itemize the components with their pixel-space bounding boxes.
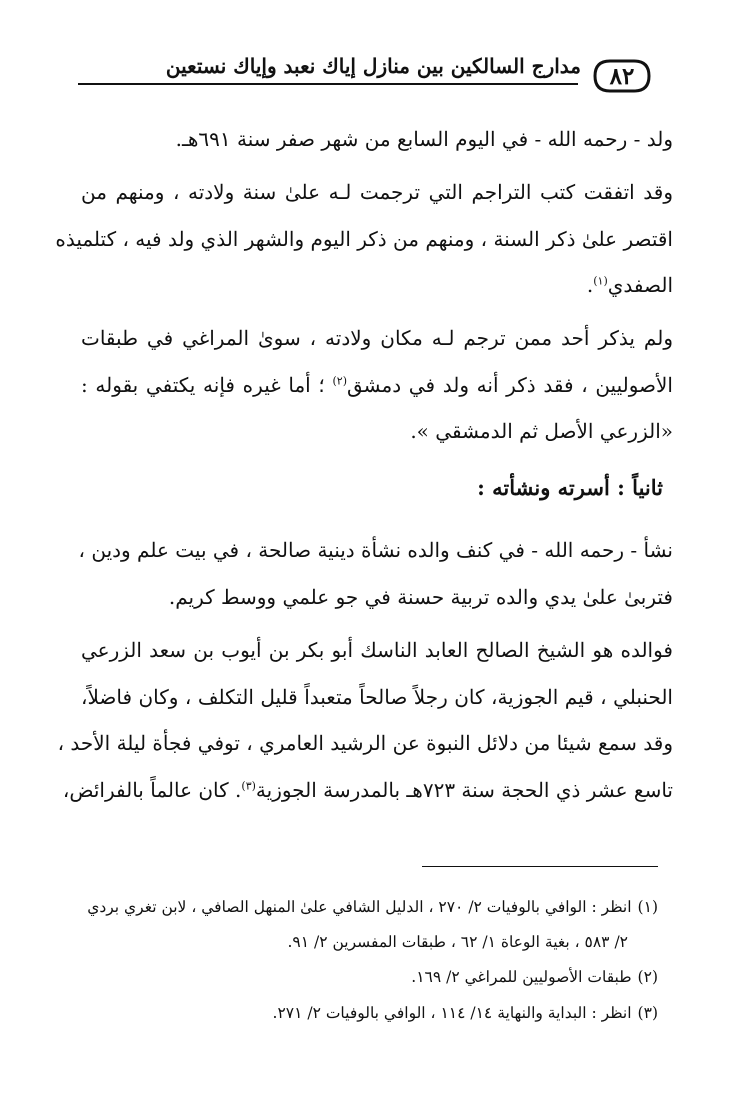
footnote-ref-1: (١) <box>593 274 608 288</box>
text-line: وقد سمع شيئا من دلائل النبوة عن الرشيد العامري ، توفي فجأة ليلة الأحد ، <box>57 731 673 755</box>
text-run: الصفدي <box>607 273 673 297</box>
text-line: الحنبلي ، قيم الجوزية، كان رجلاً صالحاً متعبداً قليل التكلف ، وكان فاضلاً، <box>81 685 673 709</box>
running-header-title: مدارج السالكين بين منازل إياك نعبد وإياك نستعين <box>165 54 581 78</box>
text-line <box>81 273 673 297</box>
text-line: ولد - رحمه الله - في اليوم السابع من شهر صفر سنة ٦٩١هـ. <box>175 127 673 151</box>
text-line: اقتصر علىٰ ذكر السنة ، ومنهم من ذكر اليوم والشهر الذي ولد فيه ، كتلميذه <box>55 227 673 251</box>
text-line: ولم يذكر أحد ممن ترجم لـه مكان ولادته ، سوىٰ المراغي في طبقات <box>81 326 673 350</box>
footnote-number: (٣) <box>637 1004 658 1022</box>
footnote-separator <box>422 866 658 867</box>
header-rule <box>78 83 578 85</box>
text-run: تاسع عشر ذي الحجة سنة ٧٢٣هـ بالمدرسة الجوزية <box>255 778 673 802</box>
text-line: فتربىٰ علىٰ يدي والده تربية حسنة في جو علمي ووسط كريم. <box>168 585 673 609</box>
footnote-ref-2: (٢) <box>332 374 347 388</box>
text-run: . كان عالماً بالفرائض، <box>62 778 242 802</box>
footnote-1 <box>80 898 658 916</box>
footnote-number: (٢) <box>637 968 658 986</box>
text-run: ؛ أما غيره فإنه يكتفي بقوله : <box>81 373 333 397</box>
footnote-number: (١) <box>637 898 658 916</box>
footnote-text: طبقات الأصوليين للمراغي ٢/ ١٦٩. <box>411 968 632 986</box>
text-line: وقد اتفقت كتب التراجم التي ترجمت لـه علىٰ سنة ولادته ، ومنهم من <box>81 180 673 204</box>
text-line <box>62 778 673 802</box>
text-line: نشأ - رحمه الله - في كنف والده نشأة دينية صالحة ، في بيت علم ودين ، <box>78 538 673 562</box>
text-line <box>81 373 673 397</box>
footnote-3 <box>80 1004 658 1022</box>
footnote-1-continued: ٢/ ٥٨٣ ، بغية الوعاة ١/ ٦٢ ، طبقات المفسرين ٢/ ٩١. <box>287 933 628 951</box>
text-line: «الزرعي الأصل ثم الدمشقي ». <box>410 419 673 443</box>
text-run: . <box>586 273 594 297</box>
section-heading: ثانياً : أسرته ونشأته : <box>477 475 663 500</box>
footnote-2 <box>80 968 658 986</box>
page-number-badge <box>592 58 652 94</box>
page-number: ٨٢ <box>609 62 635 90</box>
footnote-ref-3: (٣) <box>241 779 256 793</box>
text-line: فوالده هو الشيخ الصالح العابد الناسك أبو بكر بن أيوب بن سعد الزرعي <box>81 638 673 662</box>
footnote-text: انظر : البداية والنهاية ١٤/ ١١٤ ، الوافي بالوفيات ٢/ ٢٧١. <box>272 1004 632 1022</box>
text-run: الأصوليين ، فقد ذكر أنه ولد في دمشق <box>346 373 673 397</box>
footnote-text: انظر : الوافي بالوفيات ٢/ ٢٧٠ ، الدليل الشافي علىٰ المنهل الصافي ، لابن تغري بردي <box>87 898 632 916</box>
